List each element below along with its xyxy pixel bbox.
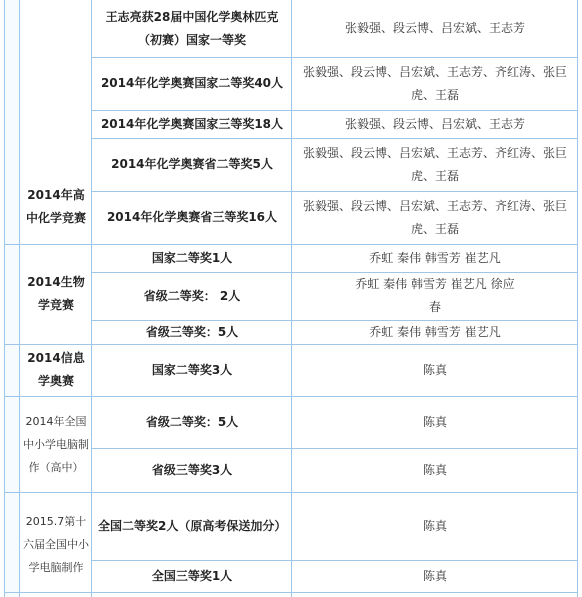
award-cell [92,244,292,272]
gutter-cell [5,396,19,492]
award-cell [92,272,292,320]
winners-cell [292,320,578,344]
winners-text: 陈真 [422,414,447,429]
grid-line [4,244,578,245]
category-informatics [20,344,92,396]
grid-line [91,560,578,561]
award-text: 国家二等奖3人 [151,362,233,377]
winners-cell [292,138,578,191]
grid-line [4,396,578,397]
award-cell [92,0,292,57]
category-label: 2015.7第十六届全国中小学电脑制作 [23,515,89,574]
grid-line [4,592,578,593]
winners-text: 张毅强、段云博、吕宏斌、王志芳、齐红涛、张巨虎、王磊 [302,64,567,102]
award-text: 省级三等奖：5人 [145,324,239,339]
award-text: 2014年化学奥赛国家二等奖40人 [100,76,284,90]
award-cell [92,57,292,110]
category-computer-making-16th [20,492,92,597]
winners-text: 陈真 [422,568,447,583]
category-label: 2014生物学竞赛 [27,275,85,312]
category-chemistry [20,0,92,244]
grid-line [19,0,20,597]
grid-line [4,344,578,345]
winners-cell [292,191,578,244]
award-text: 省级三等奖3人 [151,462,233,477]
award-cell [92,344,292,396]
grid-line [91,448,578,449]
award-cell [92,138,292,191]
winners-cell [292,560,578,592]
category-computer-making [20,396,92,492]
award-cell [92,448,292,492]
gutter-cell [5,344,19,396]
grid-line [91,110,578,111]
award-text: 全国二等奖2人（原高考保送加分） [98,518,287,533]
winners-cell [292,0,578,57]
award-text: 2014年化学奥赛省三等奖16人 [106,210,278,224]
grid-line [91,320,578,321]
award-cell [92,191,292,244]
grid-line [91,138,578,139]
award-text: 省级二等奖： 2人 [143,288,241,303]
grid-line [291,0,292,597]
winners-text: 陈真 [422,518,447,533]
category-label: 2014年高中化学竞赛 [25,188,86,225]
award-text: 国家二等奖1人 [151,250,233,265]
gutter-cell [5,492,19,597]
category-label: 2014信息学奥赛 [27,351,85,388]
winners-text: 张毅强、段云博、吕宏斌、王志芳、齐红涛、张巨虎、王磊 [302,198,567,236]
winners-cell [292,492,578,560]
winners-text: 陈真 [422,362,447,377]
winners-cell [292,272,578,320]
grid-line [4,0,5,597]
award-text: 全国三等奖1人 [151,568,233,583]
grid-line [91,57,578,58]
award-text: 2014年化学奥赛省二等奖5人 [111,157,273,171]
grid-line [91,191,578,192]
winners-cell [292,110,578,138]
category-biology [20,244,92,344]
winners-text: 陈真 [422,462,447,477]
grid-line [91,0,92,597]
award-cell [92,396,292,448]
grid-line [91,272,578,273]
award-cell [92,492,292,560]
winners-text: 乔虹 秦伟 韩雪芳 崔艺凡 徐应春 [355,277,515,314]
winners-text: 张毅强、段云博、吕宏斌、王志芳 [344,116,525,131]
award-cell [92,560,292,592]
award-text: 2014年化学奥赛国家三等奖18人 [100,116,284,131]
award-text: 省级二等奖：5人 [145,414,239,429]
winners-cell [292,344,578,396]
award-cell [92,110,292,138]
winners-cell [292,244,578,272]
gutter-cell [5,0,19,244]
category-label: 2014年全国中小学电脑制作（高中） [23,414,89,474]
winners-text: 张毅强、段云博、吕宏斌、王志芳 [344,21,525,35]
winners-text: 乔虹 秦伟 韩雪芳 崔艺凡 [369,250,501,265]
winners-cell [292,396,578,448]
award-cell [92,320,292,344]
winners-text: 乔虹 秦伟 韩雪芳 崔艺凡 [369,324,501,339]
winners-cell [292,448,578,492]
winners-text: 张毅强、段云博、吕宏斌、王志芳、齐红涛、张巨虎、王磊 [302,145,567,183]
award-text: 王志亮获28届中国化学奥林匹克（初赛）国家一等奖 [105,9,279,47]
gutter-cell [5,244,19,344]
grid-line [4,492,578,493]
winners-cell [292,57,578,110]
grid-line [577,0,578,597]
